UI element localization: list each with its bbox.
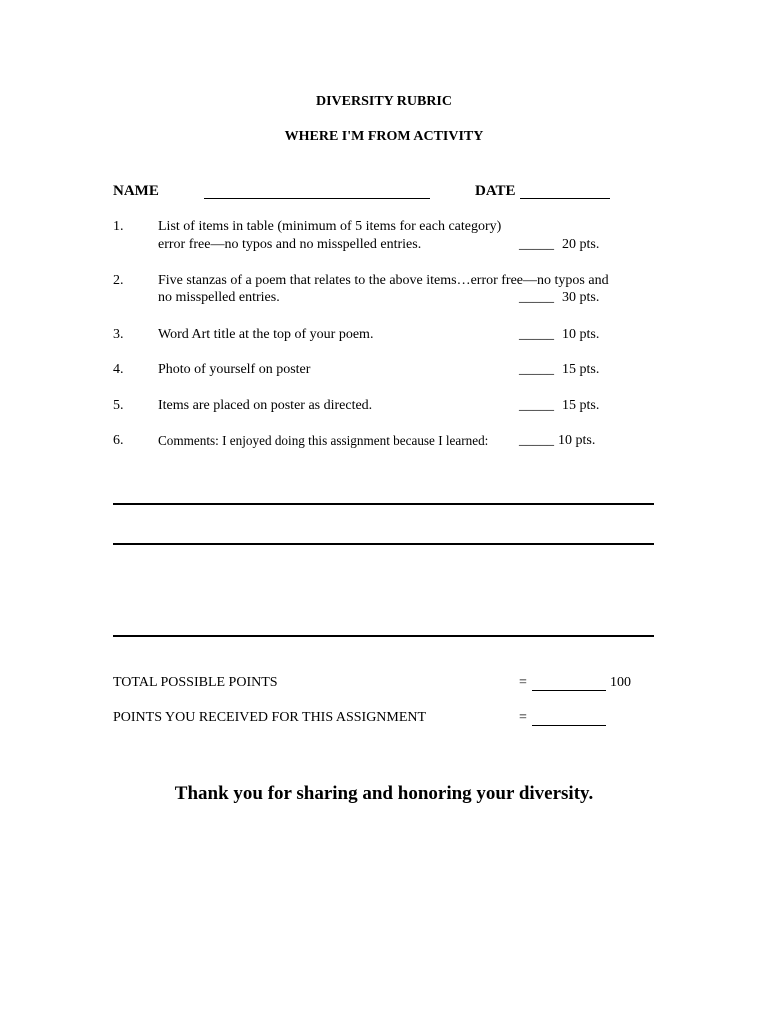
item-points: 15 pts. <box>562 362 600 377</box>
item-text: Items are placed on poster as directed. <box>158 398 373 413</box>
comment-line[interactable] <box>113 503 654 505</box>
item-points: 15 pts. <box>562 398 600 413</box>
activity-subtitle: WHERE I'M FROM ACTIVITY <box>284 129 484 144</box>
item-number: 3. <box>113 327 124 342</box>
comment-line[interactable] <box>113 635 654 637</box>
points-received-field[interactable] <box>532 725 606 726</box>
item-number: 5. <box>113 398 124 413</box>
item-points: 10 pts. <box>558 433 596 448</box>
score-blank[interactable]: _____ <box>519 433 554 448</box>
item-points: 30 pts. <box>562 290 600 305</box>
comment-line[interactable] <box>113 543 654 545</box>
item-number: 4. <box>113 362 124 377</box>
item-text: Photo of yourself on poster <box>158 362 311 377</box>
total-possible-value: 100 <box>610 675 631 690</box>
total-possible-label: TOTAL POSSIBLE POINTS <box>113 675 278 690</box>
item-text: Word Art title at the top of your poem. <box>158 327 374 342</box>
item-text: Comments: I enjoyed doing this assignment because I learned: <box>158 433 489 448</box>
item-number: 1. <box>113 219 124 234</box>
total-possible-equals: = <box>519 675 527 690</box>
score-blank[interactable]: _____ <box>519 398 554 413</box>
score-blank[interactable]: _____ <box>519 290 554 305</box>
item-number: 6. <box>113 433 124 448</box>
date-field[interactable] <box>520 198 610 199</box>
points-received-label: POINTS YOU RECEIVED FOR THIS ASSIGNMENT <box>113 710 427 725</box>
thank-you-message: Thank you for sharing and honoring your diversity. <box>174 783 594 804</box>
item-points: 20 pts. <box>562 237 600 252</box>
item-points: 10 pts. <box>562 327 600 342</box>
date-label: DATE <box>475 183 516 199</box>
total-possible-blank <box>532 690 606 691</box>
score-blank[interactable]: _____ <box>519 237 554 252</box>
score-blank[interactable]: _____ <box>519 327 554 342</box>
rubric-title: DIVERSITY RUBRIC <box>315 94 452 109</box>
item-text-continued: error free—no typos and no misspelled entries. <box>158 237 422 252</box>
item-text-continued: no misspelled entries. <box>158 290 280 305</box>
name-field[interactable] <box>204 198 430 199</box>
points-received-equals: = <box>519 710 527 725</box>
score-blank[interactable]: _____ <box>519 362 554 377</box>
item-text: Five stanzas of a poem that relates to the above items…error free—no typos and <box>158 273 609 288</box>
name-label: NAME <box>113 183 159 199</box>
item-number: 2. <box>113 273 124 288</box>
item-text: List of items in table (minimum of 5 items for each category) <box>158 219 502 234</box>
